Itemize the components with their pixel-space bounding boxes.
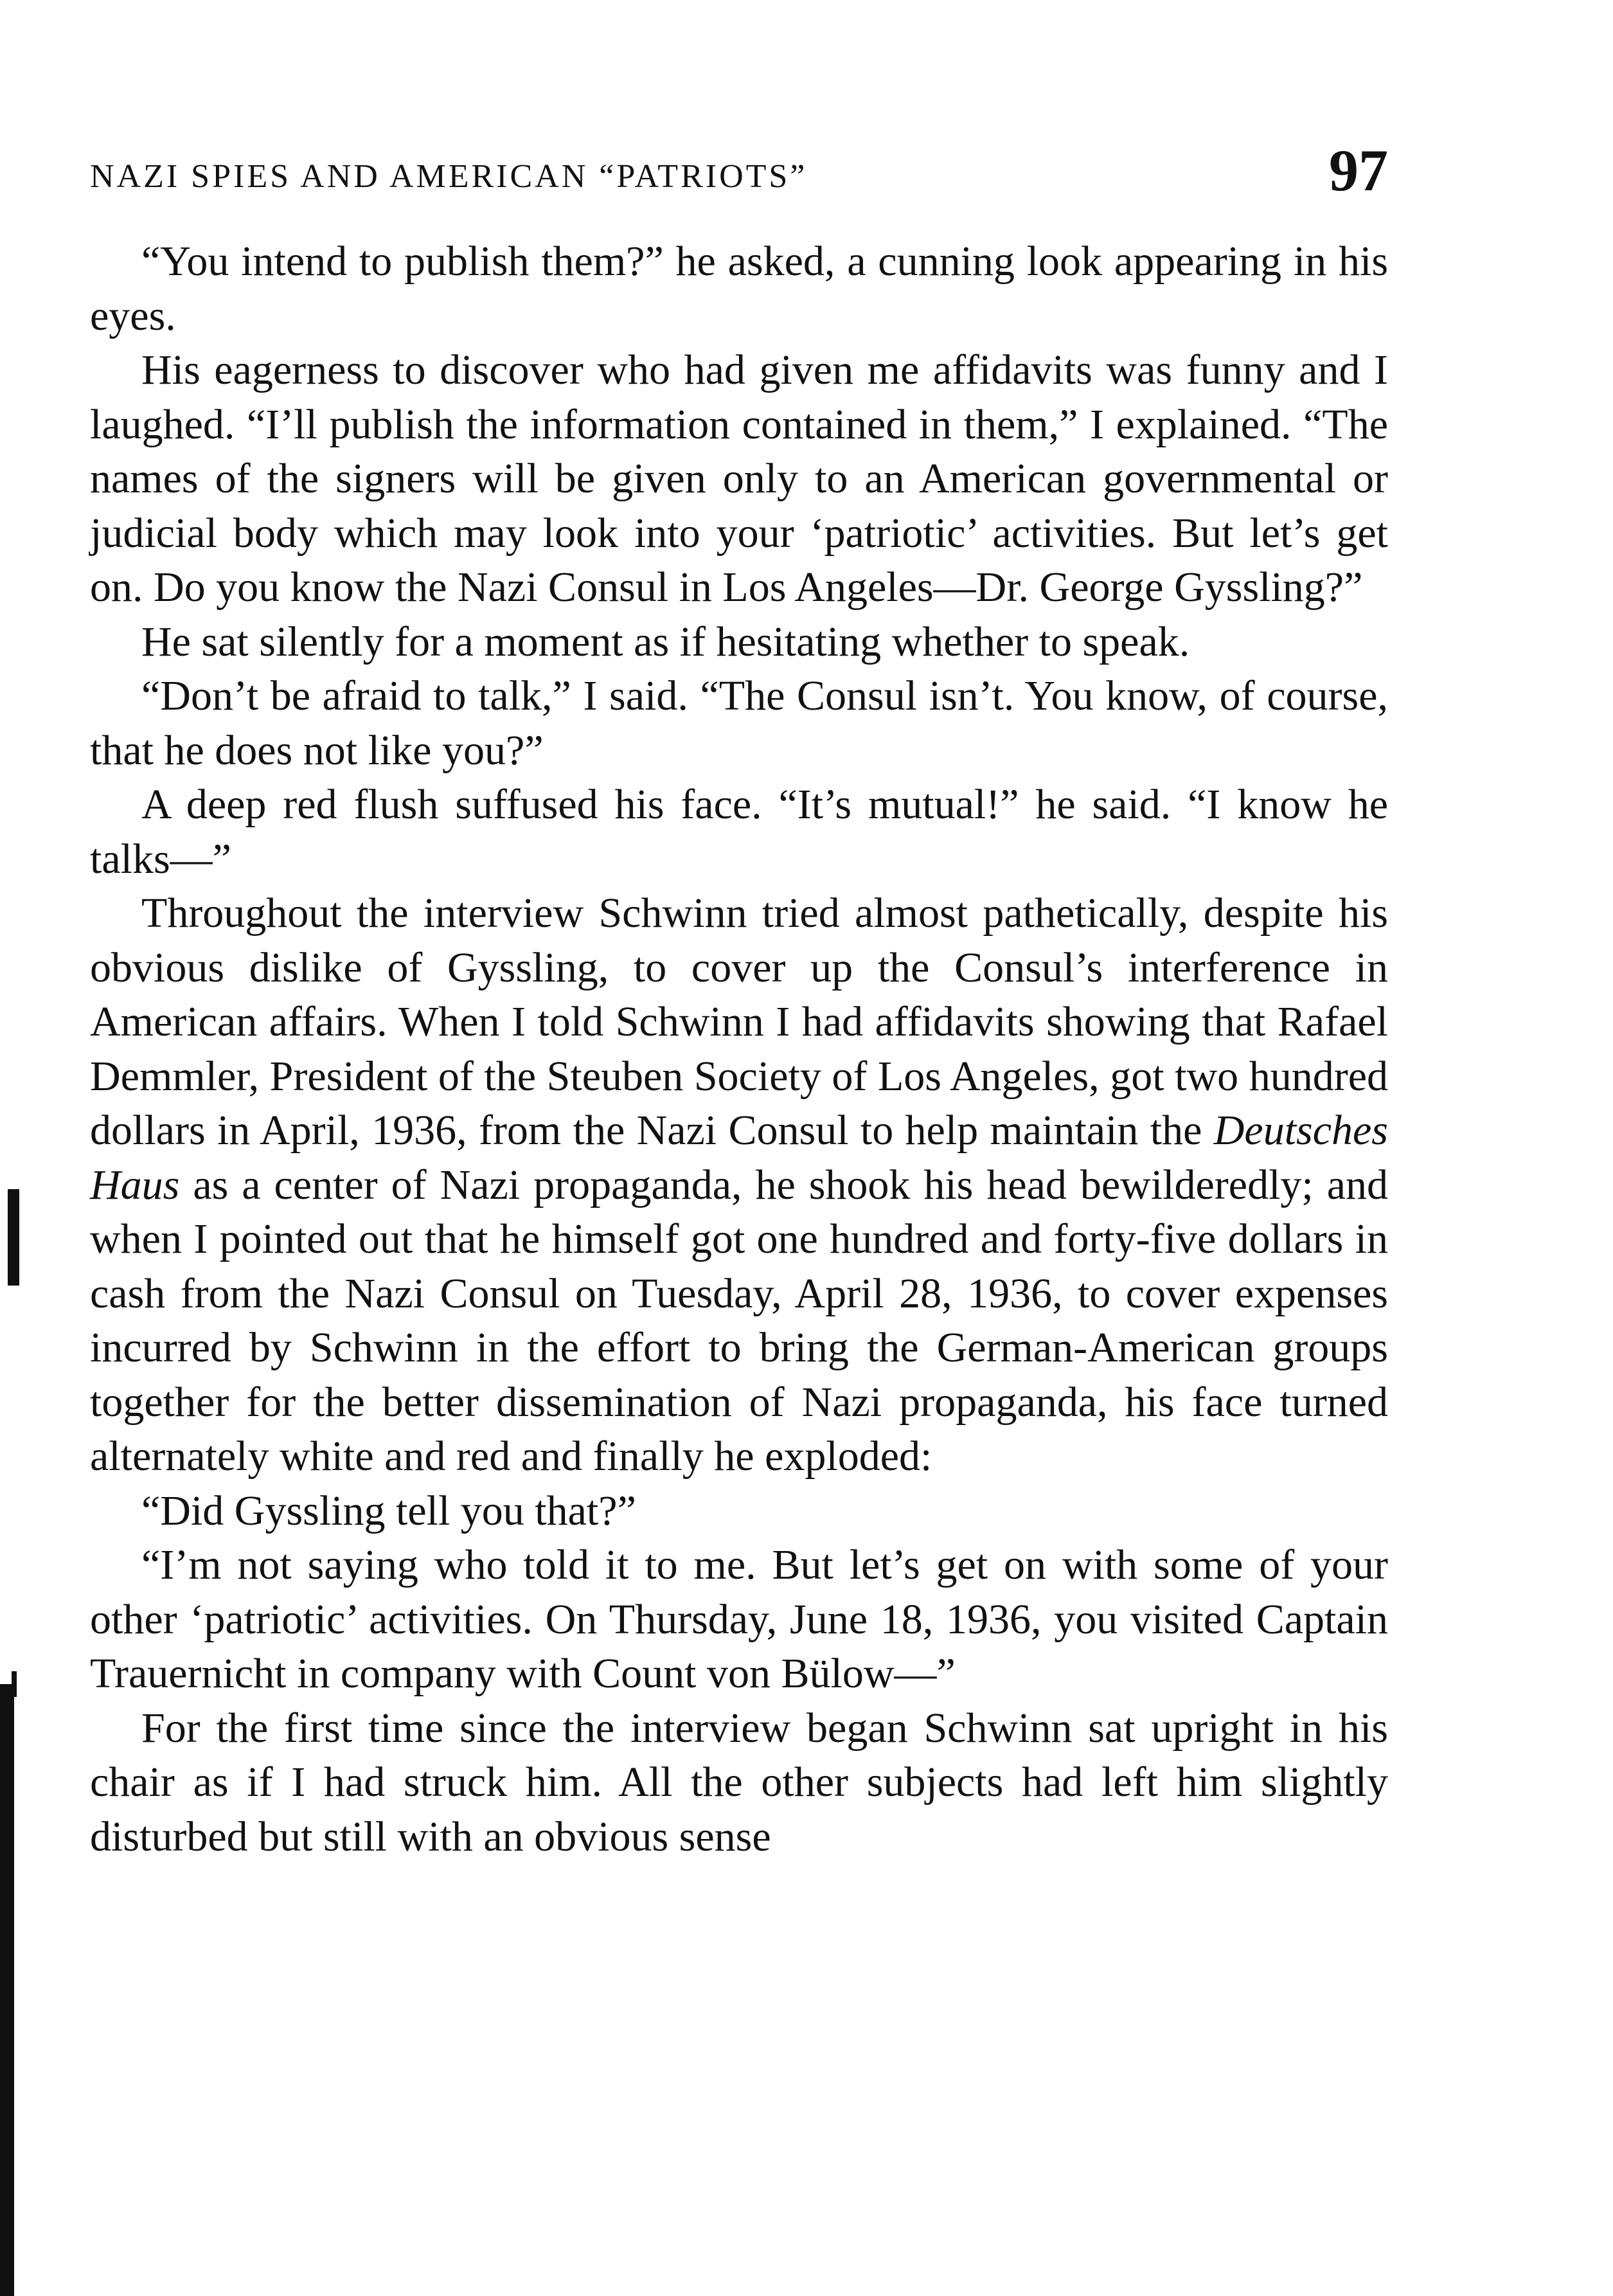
paragraph-5: A deep red flush suffused his face. “It’s mutual!” he said. “I know he talks—” [90, 781, 1388, 883]
paragraph-6-end: as a center of Nazi propaganda, he shook his head bewilderedly; and when I pointed out that he himself got one hundred and forty-five dollars in cash from the Nazi Consul on Tuesday, April 28, 1936, to cover expenses incurred by Schwinn in the effort to bring the German-American groups together for the better dissemination of Nazi propaganda, his face turned alternately white and red and finally he exploded: [90, 1161, 1388, 1480]
margin-mark-lower [0, 1684, 14, 2296]
paragraph-8: “I’m not saying who told it to me. But let’s get on with some of your other ‘patriotic’ activities. On Thursday, June 18, 1936, you visited Captain Trauernicht in company with Count von Bülow—” [90, 1541, 1388, 1697]
paragraph-4: “Don’t be afraid to talk,” I said. “The Consul isn’t. You know, of course, that he does not like you?” [90, 672, 1388, 774]
italic-title: Deutsches Haus [90, 1107, 1388, 1208]
paragraph-1: “You intend to publish them?” he asked, a cunning look appearing in his eyes. [90, 238, 1388, 339]
paragraph-9: For the first time since the interview began Schwinn sat upright in his chair as if I had struck him. All the other subjects had left him slightly disturbed but still with an obvious sense [90, 1704, 1388, 1860]
paragraph-7: “Did Gyssling tell you that?” [141, 1487, 636, 1534]
page-number: 97 [1329, 138, 1388, 203]
paragraph-6-start: Throughout the interview Schwinn tried almost pathetically, despite his obvious dislike of Gyssling, to cover up the Consul’s interference in American affairs. When I told Schwinn I had affidavits showing that Rafael Demmler, President of the Steuben Society of Los Angeles, got two hundred dollars in April, 1936, from the Nazi Consul to help maintain the [90, 890, 1388, 1154]
margin-mark-upper [8, 1189, 19, 1286]
running-title: NAZI SPIES AND AMERICAN “PATRIOTS” [90, 158, 808, 195]
paragraph-2: His eagerness to discover who had given me affidavits was funny and I laughed. “I’ll publish the information contained in them,” I explained. “The names of the signers will be given only to an American governmental or judicial body which may look into your ‘patriotic’ activities. But let’s get on. Do you know the Nazi Consul in Los Angeles—Dr. George Gyssling?” [90, 346, 1388, 611]
body-text [90, 235, 1388, 1864]
paragraph-6 [90, 886, 1388, 1484]
running-head [90, 138, 1388, 209]
paragraph-3: He sat silently for a moment as if hesitating whether to speak. [141, 618, 1190, 665]
